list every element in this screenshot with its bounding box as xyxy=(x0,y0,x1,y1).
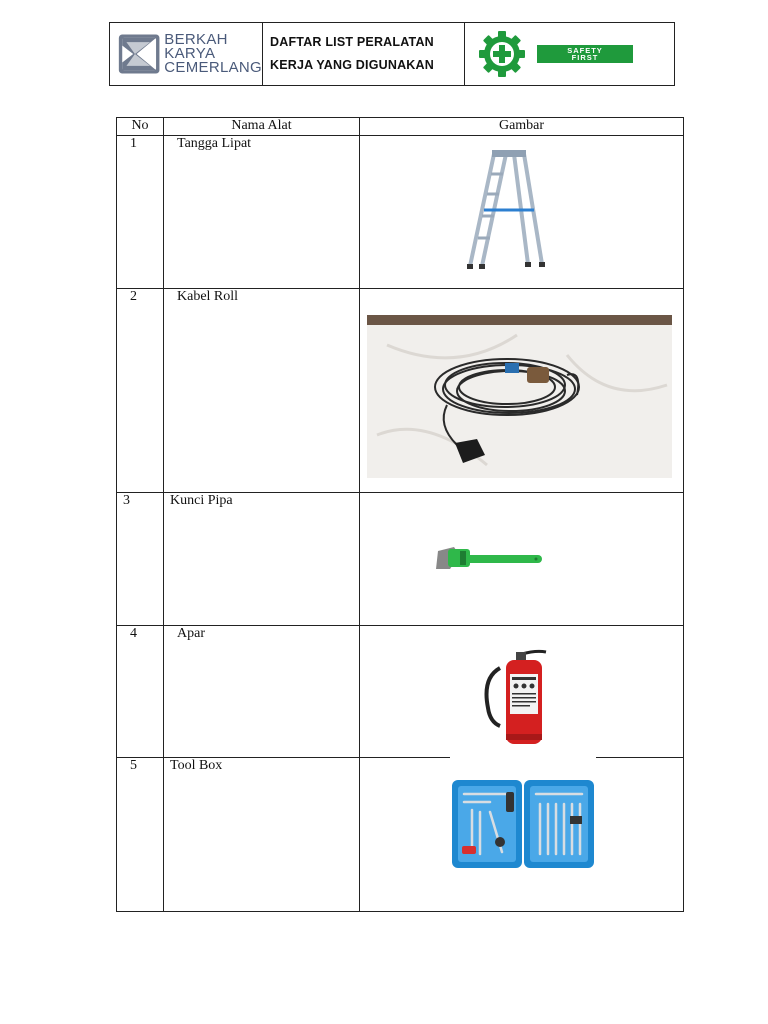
row-number: 4 xyxy=(130,626,137,641)
row-number: 1 xyxy=(130,136,137,151)
tool-box-image xyxy=(450,756,596,872)
fire-extinguisher-image xyxy=(480,648,552,746)
safety-gear-cross-icon xyxy=(477,29,527,79)
safety-first-badge xyxy=(537,45,633,63)
document-header xyxy=(109,22,675,86)
safety-first-logo xyxy=(465,23,674,85)
tool-name: Apar xyxy=(177,626,205,641)
row-number: 3 xyxy=(123,493,130,508)
ladder-image xyxy=(458,146,548,272)
row-number-cell xyxy=(117,626,164,758)
tool-name-cell xyxy=(164,626,360,758)
tool-name-cell xyxy=(164,136,360,289)
tool-name: Kunci Pipa xyxy=(170,493,233,508)
table-row xyxy=(117,758,684,912)
table-row xyxy=(117,136,684,289)
company-logo xyxy=(110,23,263,85)
row-number: 5 xyxy=(130,758,137,773)
title-line-2: KERJA YANG DIGUNAKAN xyxy=(270,58,434,72)
table-header-row xyxy=(117,118,684,136)
tool-image-cell xyxy=(360,289,684,493)
title-line-1: DAFTAR LIST PERALATAN xyxy=(270,35,434,49)
column-header-image: Gambar xyxy=(360,118,684,136)
tool-image-cell xyxy=(360,136,684,289)
row-number-cell xyxy=(117,758,164,912)
column-header-name: Nama Alat xyxy=(164,118,360,136)
logo-text-line-1: BERKAH xyxy=(164,31,228,48)
logo-text-line-3: CEMERLANG xyxy=(164,59,262,76)
tool-image-cell xyxy=(360,758,684,912)
safety-badge-line-1: SAFETY xyxy=(567,45,603,55)
table-row xyxy=(117,289,684,493)
cable-roll-image xyxy=(367,315,672,478)
table-row xyxy=(117,493,684,626)
tool-image-cell xyxy=(360,493,684,626)
document-title xyxy=(263,23,465,85)
tool-name: Tangga Lipat xyxy=(177,136,252,151)
row-number-cell xyxy=(117,136,164,289)
row-number: 2 xyxy=(130,289,137,304)
pipe-wrench-image xyxy=(430,541,545,577)
tool-name: Tool Box xyxy=(170,758,223,773)
logo-text-line-2: KARYA xyxy=(164,45,216,62)
company-logo-mark xyxy=(118,30,160,78)
tool-name: Kabel Roll xyxy=(177,289,239,304)
table-row xyxy=(117,626,684,758)
tool-image-cell xyxy=(360,626,684,758)
tools-table xyxy=(116,117,684,912)
row-number-cell xyxy=(117,493,164,626)
column-header-no: No xyxy=(117,118,164,136)
tool-name-cell xyxy=(164,289,360,493)
tool-name-cell xyxy=(164,758,360,912)
tool-name-cell xyxy=(164,493,360,626)
safety-badge-line-2: FIRST xyxy=(571,53,599,62)
row-number-cell xyxy=(117,289,164,493)
